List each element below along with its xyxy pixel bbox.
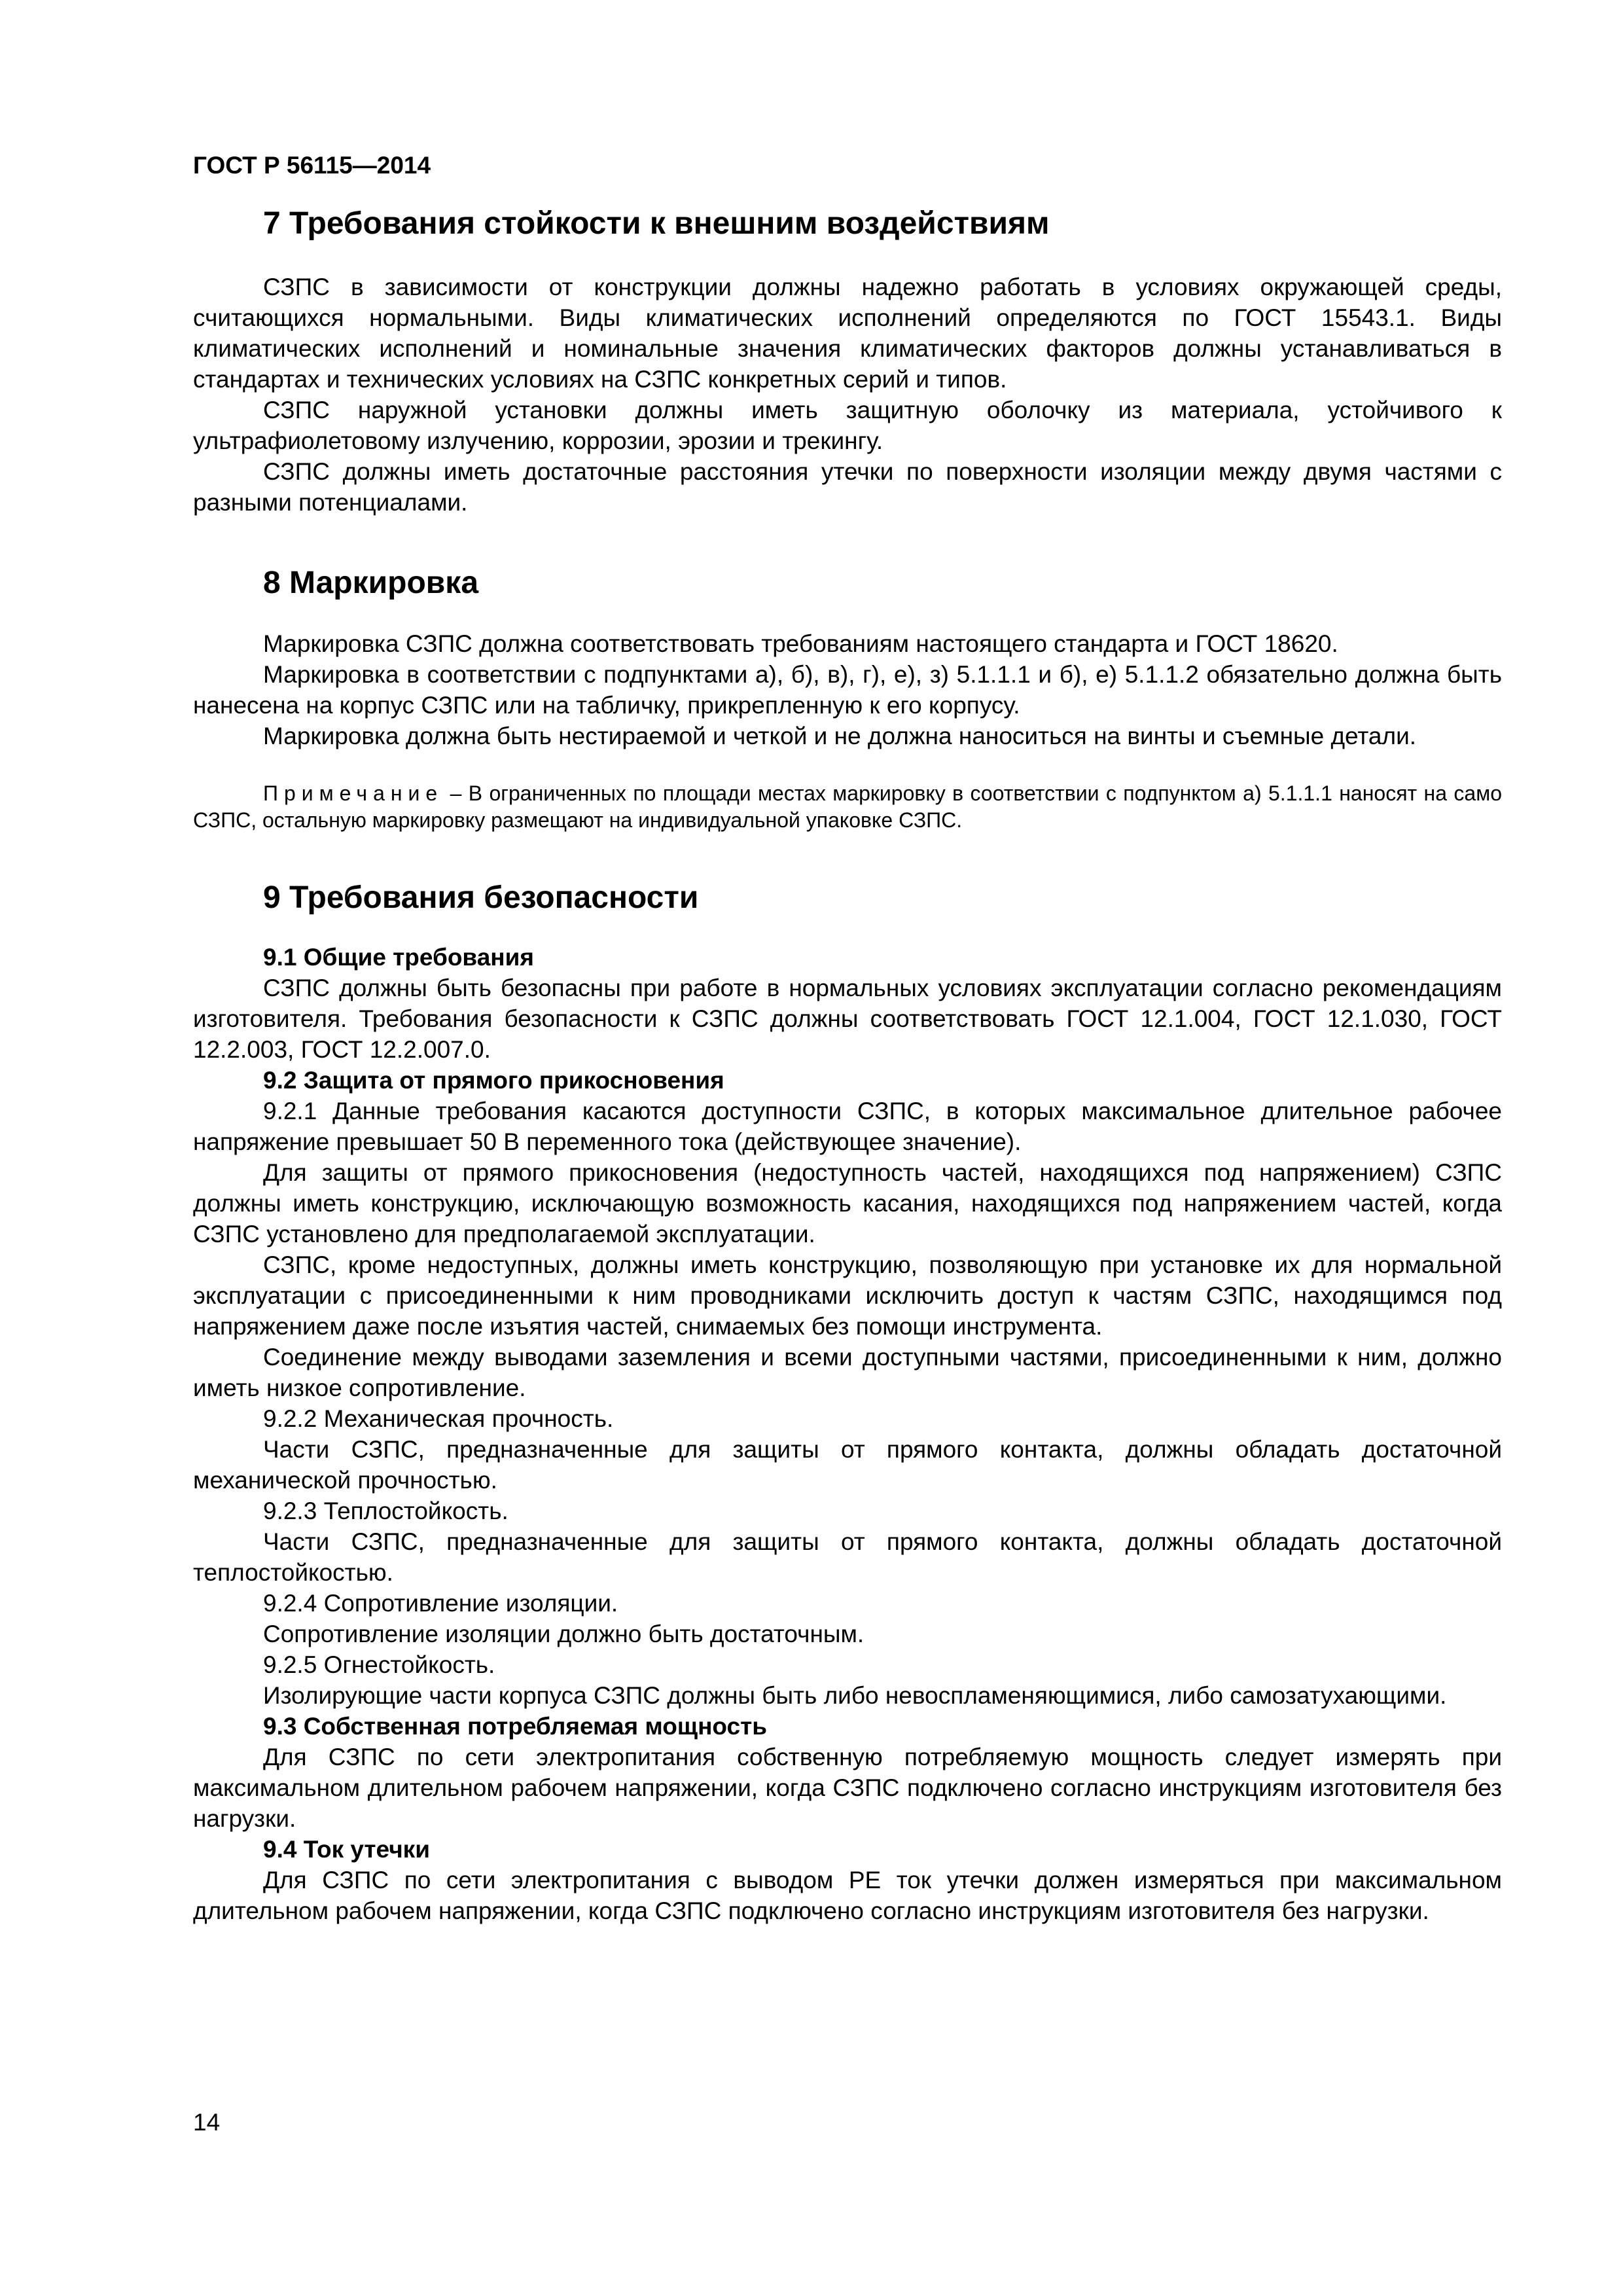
section-9-title: 9 Требования безопасности [263, 880, 699, 915]
clause-9-2-3-title: 9.2.3 Теплостойкость. [263, 1498, 508, 1524]
subsection-9-4-title: 9.4 Ток утечки [263, 1836, 430, 1863]
subsection-9-3-title: 9.3 Собственная потребляемая мощность [263, 1713, 767, 1740]
clause-9-2-4-text: Сопротивление изоляции должно быть достаточным. [263, 1621, 865, 1647]
section-7-paragraph-1: СЗПС в зависимости от конструкции должны надежно работать в условиях окружающей среды, считающихся нормальными. Виды климатических исполнений определяются по ГОСТ 15543.1. Виды климатических исполнений и номинальные значения климатических факторов должны устанавливаться в стандартах и технических условиях на СЗПС конкретных серий и типов. [193, 274, 1502, 393]
note-text: – В ограниченных по площади местах маркировку в соответствии с подпунктом а) 5.1.1.1 наносят на само СЗПС, остальную маркировку размещают на индивидуальной упаковке СЗПС. [193, 781, 1502, 832]
note-label: Примечание [263, 781, 444, 805]
clause-9-2-3-text: Части СЗПС, предназначенные для защиты от прямого контакта, должны обладать достаточной теплостойкостью. [193, 1528, 1502, 1586]
section-8-note [193, 780, 1502, 834]
subsection-9-4-text: Для СЗПС по сети электропитания с выводом РЕ ток утечки должен измеряться при максимальном длительном рабочем напряжении, когда СЗПС подключено согласно инструкциям изготовителя без нагрузки. [193, 1867, 1502, 1924]
section-8-paragraph-1: Маркировка СЗПС должна соответствовать требованиям настоящего стандарта и ГОСТ 18620. [263, 630, 1338, 657]
section-8-paragraph-3: Маркировка должна быть нестираемой и четкой и не должна наноситься на винты и съемные детали. [263, 723, 1417, 749]
document-page [193, 152, 1502, 1926]
clause-9-2-2-text: Части СЗПС, предназначенные для защиты от прямого контакта, должны обладать достаточной механической прочностью. [193, 1436, 1502, 1494]
page-number: 14 [193, 2109, 221, 2136]
clause-9-2-5-text: Изолирующие части корпуса СЗПС должны быть либо невоспламеняющимися, либо самозатухающими. [263, 1682, 1447, 1709]
section-7-paragraph-2: СЗПС наружной установки должны иметь защитную оболочку из материала, устойчивого к ультрафиолетовому излучению, коррозии, эрозии и трекингу. [193, 397, 1502, 454]
standard-header: ГОСТ Р 56115—2014 [193, 152, 431, 179]
section-8-title: 8 Маркировка [263, 565, 479, 600]
subsection-9-1-text: СЗПС должны быть безопасны при работе в нормальных условиях эксплуатации согласно рекомендациям изготовителя. Требования безопасности к СЗПС должны соответствовать ГОСТ 12.1.004, ГОСТ 12.1.030, ГОСТ 12.2.003, ГОСТ 12.2.007.0. [193, 975, 1502, 1063]
subsection-9-1-title: 9.1 Общие требования [263, 944, 534, 971]
section-7-paragraph-3: СЗПС должны иметь достаточные расстояния утечки по поверхности изоляции между двумя частями с разными потенциалами. [193, 458, 1502, 516]
clause-9-2-4-title: 9.2.4 Сопротивление изоляции. [263, 1590, 618, 1617]
clause-9-2-1-paragraph-3: СЗПС, кроме недоступных, должны иметь конструкцию, позволяющую при установке их для нормальной эксплуатации с присоединенными к ним проводниками исключить доступ к частям СЗПС, находящимся под напряжением даже после изъятия частей, снимаемых без помощи инструмента. [193, 1251, 1502, 1340]
subsection-9-2-title: 9.2 Защита от прямого прикосновения [263, 1067, 724, 1094]
clause-9-2-2-title: 9.2.2 Механическая прочность. [263, 1405, 614, 1432]
section-7-title: 7 Требования стойкости к внешним воздействиям [263, 206, 1050, 241]
clause-9-2-1: 9.2.1 Данные требования касаются доступности СЗПС, в которых максимальное длительное рабочее напряжение превышает 50 В переменного тока (действующее значение). [193, 1098, 1502, 1155]
clause-9-2-1-paragraph-4: Соединение между выводами заземления и всеми доступными частями, присоединенными к ним, должно иметь низкое сопротивление. [193, 1344, 1502, 1401]
clause-9-2-5-title: 9.2.5 Огнестойкость. [263, 1651, 495, 1678]
subsection-9-3-text: Для СЗПС по сети электропитания собственную потребляемую мощность следует измерять при максимальном длительном рабочем напряжении, когда СЗПС подключено согласно инструкциям изготовителя без нагрузки. [193, 1744, 1502, 1832]
section-8-paragraph-2: Маркировка в соответствии с подпунктами а), б), в), г), е), з) 5.1.1.1 и б), е) 5.1.1.2 обязательно должна быть нанесена на корпус СЗПС или на табличку, прикрепленную к его корпусу. [193, 661, 1502, 719]
clause-9-2-1-paragraph-2: Для защиты от прямого прикосновения (недоступность частей, находящихся под напряжением) СЗПС должны иметь конструкцию, исключающую возможность касания, находящихся под напряжением частей, когда СЗПС установлено для предполагаемой эксплуатации. [193, 1159, 1502, 1247]
